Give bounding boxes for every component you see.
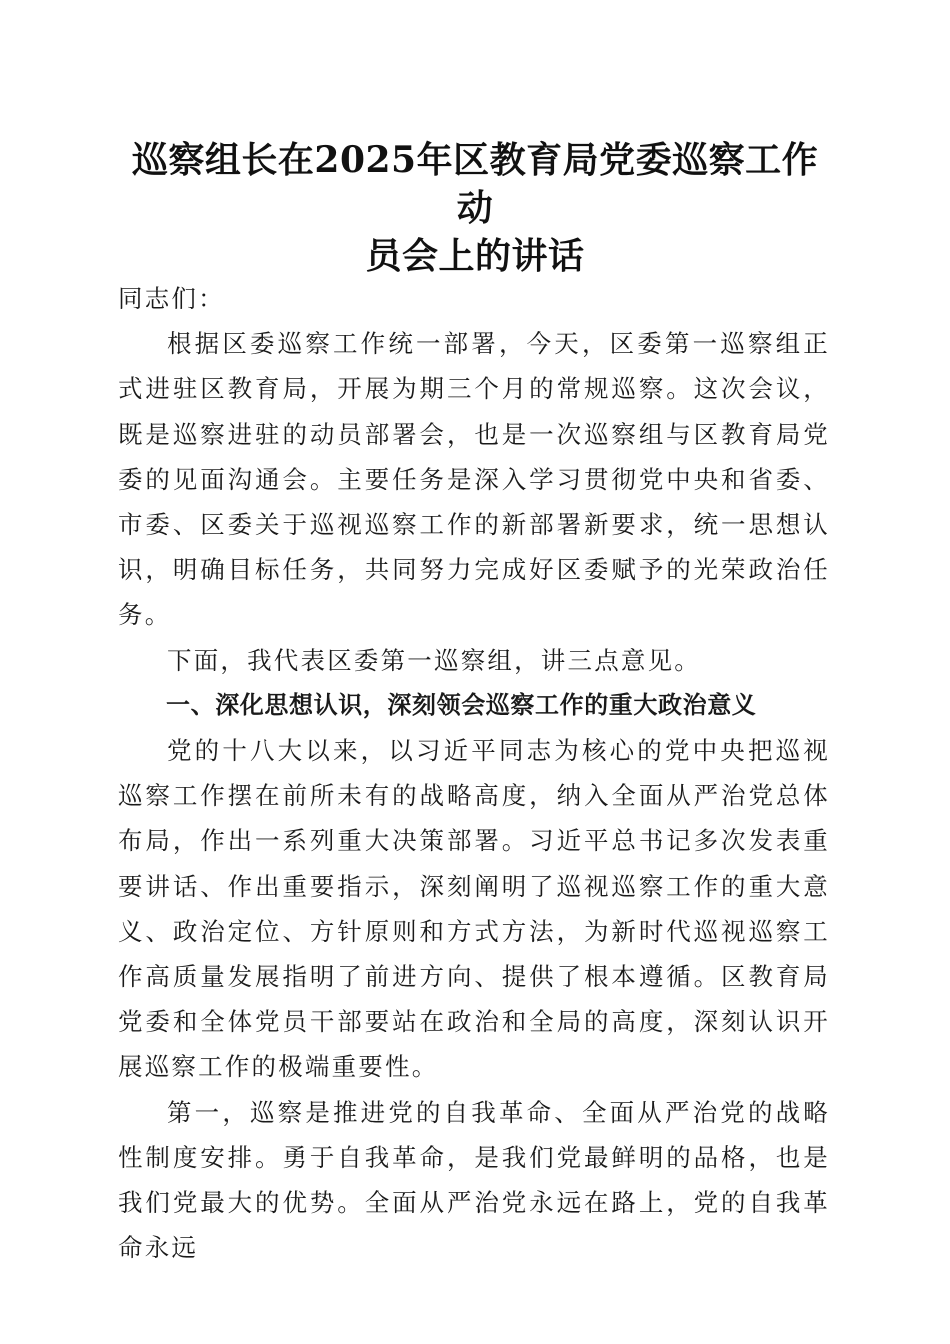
title-line-2: 员会上的讲话 [365,235,585,277]
title-line-1: 巡察组长在2025年区教育局党委巡察工作动 [131,139,819,229]
salutation: 同志们： [118,284,225,313]
document-body [118,276,830,1270]
section-heading-1: 一、深化思想认识，深刻领会巡察工作的重大政治意义 [166,690,757,719]
document-title [118,136,832,280]
paragraph-outline: 下面，我代表区委第一巡察组，讲三点意见。 [167,645,701,675]
paragraph-section1-body: 党的十八大以来，以习近平同志为核心的党中央把巡视巡察工作摆在前所未有的战略高度，纳入全面从严治党总体布局，作出一系列重大决策部署。习近平总书记多次发表重要讲话、作出重要指示，深刻阐明了巡视巡察工作的重大意义、政治定位、方针原则和方式方法，为新时代巡视巡察工作高质量发展指明了前进方向、提供了根本遵循。区教育局党委和全体党员干部要站在政治和全局的高度，深刻认识开展巡察工作的极端重要性。 [118,736,830,1082]
paragraph-intro: 根据区委巡察工作统一部署，今天，区委第一巡察组正式进驻区教育局，开展为期三个月的常规巡察。这次会议，既是巡察进驻的动员部署会，也是一次巡察组与区教育局党委的见面沟通会。主要任务是深入学习贯彻党中央和省委、市委、区委关于巡视巡察工作的新部署新要求，统一思想认识，明确目标任务，共同努力完成好区委赋予的光荣政治任务。 [118,329,830,630]
paragraph-section1-point1: 第一，巡察是推进党的自我革命、全面从严治党的战略性制度安排。勇于自我革命，是我们党最鲜明的品格，也是我们党最大的优势。全面从严治党永远在路上，党的自我革命永远 [118,1097,830,1263]
